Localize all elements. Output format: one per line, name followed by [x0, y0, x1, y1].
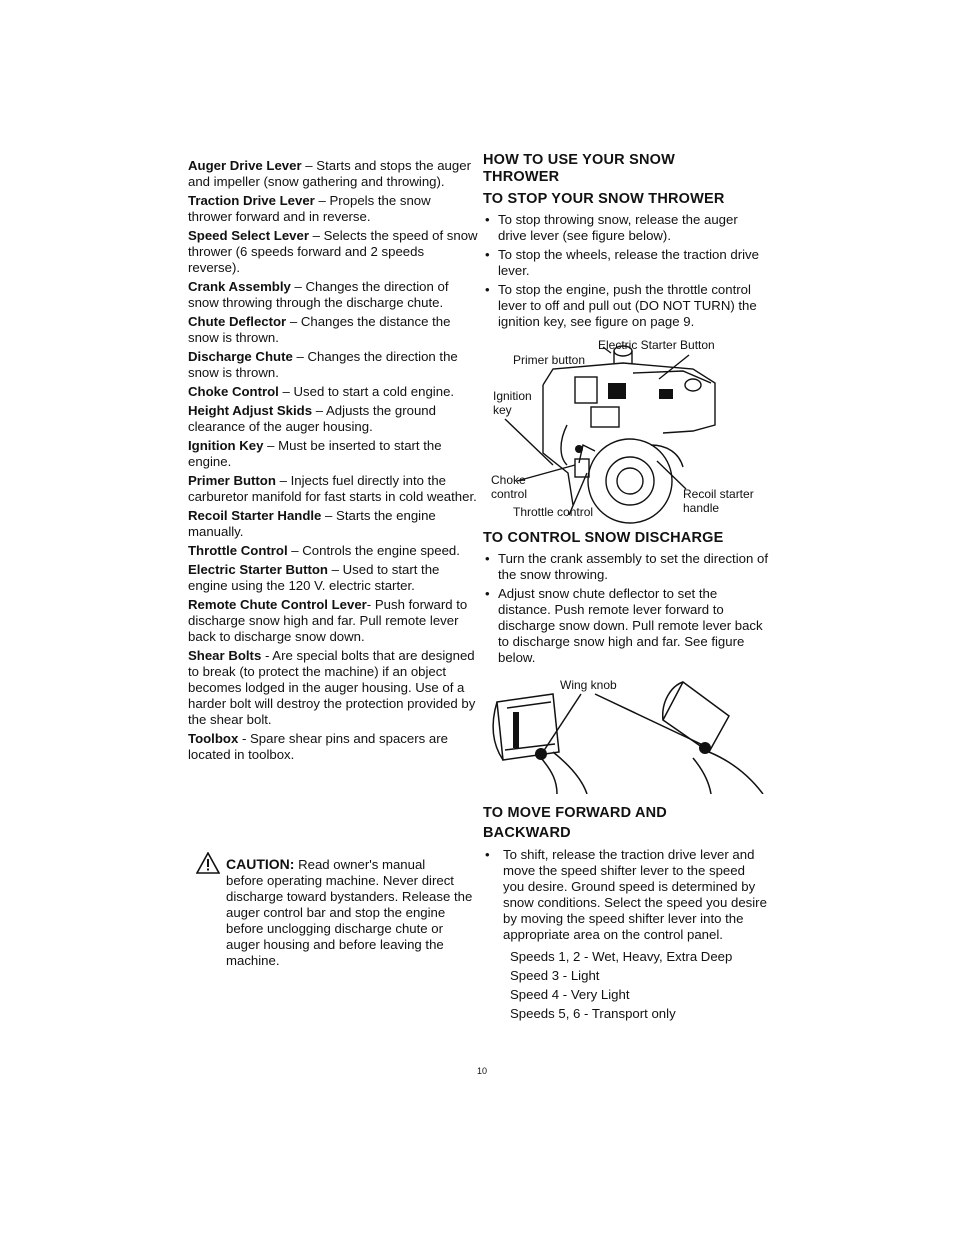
heading-move: TO MOVE FORWARD AND BACKWARD — [483, 805, 667, 841]
instructions-column — [483, 152, 768, 1025]
caution-body: before operating machine. Never direct discharge toward bystanders. Release the auger control bar and stop the engine before unclogging discharge chute or auger housing and before leaving the machine. — [226, 873, 473, 968]
move-bullets — [483, 847, 768, 943]
discharge-bullets — [483, 551, 768, 666]
speed-item: Speeds 5, 6 - Transport only — [510, 1006, 676, 1021]
label-throttle-control: Throttle control — [513, 505, 594, 519]
list-item: • To stop throwing snow, release the auger drive lever (see figure below). — [483, 212, 768, 244]
chute-illustration — [483, 672, 768, 794]
speed-item: Speed 3 - Light — [510, 968, 600, 983]
definition: Throttle Control – Controls the engine speed. — [188, 543, 460, 558]
definition: Recoil Starter Handle – Starts the engine manually. — [188, 508, 436, 539]
speed-list — [510, 949, 768, 1022]
page-number: 10 — [477, 1066, 488, 1076]
definition: Traction Drive Lever – Propels the snow thrower forward and in reverse. — [188, 193, 431, 224]
list-item: • To stop the engine, push the throttle control lever to off and pull out (DO NOT TURN) the ignition key, see figure on page 9. — [483, 282, 768, 330]
definition: Crank Assembly – Changes the direction of snow throwing through the discharge chute. — [188, 279, 449, 310]
definition: Auger Drive Lever – Starts and stops the auger and impeller (snow gathering and throwing). — [188, 158, 471, 189]
heading-to-stop: TO STOP YOUR SNOW THROWER — [483, 191, 725, 207]
speed-item: Speed 4 - Very Light — [510, 987, 630, 1002]
label-recoil-starter: Recoil starter handle — [683, 487, 754, 515]
caution-label: CAUTION: — [226, 856, 295, 872]
list-item: • Adjust snow chute deflector to set the distance. Push remote lever forward to discharge snow down. Pull remote lever back to discharge snow high and far. See figure below. — [483, 586, 768, 666]
definition: Choke Control – Used to start a cold engine. — [188, 384, 455, 399]
label-primer-button: Primer button — [513, 353, 586, 367]
list-item: • Turn the crank assembly to set the direction of the snow throwing. — [483, 551, 768, 583]
definition: Remote Chute Control Lever- Push forward to discharge snow high and far. Pull remote lever back to discharge snow down. — [188, 597, 468, 644]
definition: Primer Button – Injects fuel directly into the carburetor manifold for fast starts in cold weather. — [188, 473, 477, 504]
definition: Discharge Chute – Changes the direction the snow is thrown. — [188, 349, 458, 380]
definition: Shear Bolts - Are special bolts that are designed to break (to protect the machine) if an object becomes lodged in the auger housing. Use of a harder bolt will destroy the protection provided by the shear bolt. — [188, 648, 476, 727]
label-choke-control: Choke control — [491, 473, 528, 501]
label-wing-knob: Wing knob — [560, 678, 617, 692]
definition: Chute Deflector – Changes the distance the snow is thrown. — [188, 314, 451, 345]
heading-how-to-use: HOW TO USE YOUR SNOW THROWER — [483, 152, 675, 185]
stop-bullets — [483, 212, 768, 330]
list-item: • To shift, release the traction drive lever and move the speed shifter lever to the speed you desire. Ground speed is determined by snow conditions. Select the speed you desire by moving the speed shifter lever into the appropriate area on the control panel. — [483, 847, 768, 943]
label-electric-starter: Electric Starter Button — [598, 338, 715, 352]
engine-figure — [483, 333, 768, 528]
warning-triangle-icon — [196, 852, 220, 874]
speed-item: Speeds 1, 2 - Wet, Heavy, Extra Deep — [510, 949, 733, 964]
definition: Speed Select Lever – Selects the speed of snow thrower (6 speeds forward and 2 speeds reverse). — [188, 228, 478, 275]
caution-notice — [192, 856, 478, 969]
definition: Toolbox - Spare shear pins and spacers are located in toolbox. — [188, 731, 448, 762]
chute-figure — [483, 672, 768, 794]
definitions-list — [188, 158, 478, 766]
list-item: • To stop the wheels, release the traction drive lever. — [483, 247, 768, 279]
caution-line1: Read owner's manual — [294, 857, 426, 872]
definition: Height Adjust Skids – Adjusts the ground clearance of the auger housing. — [188, 403, 436, 434]
definition: Ignition Key – Must be inserted to start the engine. — [188, 438, 442, 469]
definition: Electric Starter Button – Used to start the engine using the 120 V. electric starter. — [188, 562, 440, 593]
label-ignition-key: Ignition key — [493, 389, 532, 417]
caution-header — [192, 856, 478, 873]
heading-control-discharge: TO CONTROL SNOW DISCHARGE — [483, 530, 724, 546]
